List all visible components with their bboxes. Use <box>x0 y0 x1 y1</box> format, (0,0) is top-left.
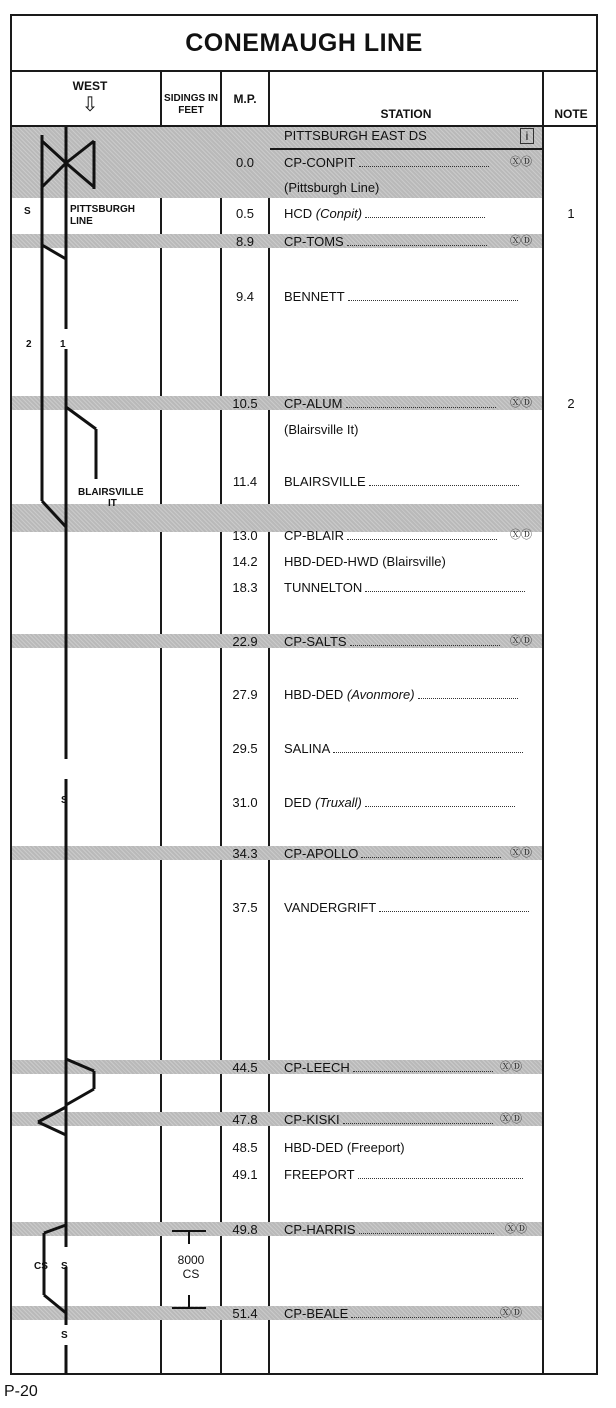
station-name: CP-LEECH <box>284 1060 493 1075</box>
interlocking-dispatcher-icon: ⓍⒹ <box>510 156 532 168</box>
header-sidings: SIDINGS IN FEET <box>164 93 218 116</box>
station-name: CP-TOMS <box>284 234 487 249</box>
column-divider-diagram <box>160 70 162 1374</box>
interlocking-dispatcher-icon: ⓍⒹ <box>505 1223 527 1235</box>
crossover <box>42 501 66 527</box>
crossover <box>42 141 66 163</box>
cs-label: CS <box>34 1261 48 1272</box>
signal-label: S <box>61 1261 68 1272</box>
station-name: HBD-DED-HWD (Blairsville) <box>284 554 446 569</box>
station-name: DED (Truxall) <box>284 795 515 810</box>
page-title: CONEMAUGH LINE <box>185 29 423 57</box>
milepost: 44.5 <box>232 1060 258 1075</box>
station-name: VANDERGRIFT <box>284 900 529 915</box>
station-name: CP-APOLLO <box>284 846 501 861</box>
interlocking-dispatcher-icon: ⓍⒹ <box>510 635 532 647</box>
siding-start-marker <box>188 1232 190 1244</box>
siding-length: 8000 <box>177 1253 205 1267</box>
station-name: CP-KISKI <box>284 1112 493 1127</box>
station-note: (Blairsville It) <box>284 422 359 437</box>
interlocking-dispatcher-icon: ⓍⒹ <box>500 1113 522 1125</box>
station-name: BENNETT <box>284 289 518 304</box>
station-name: PITTSBURGH EAST DS <box>284 128 427 143</box>
interlocking-dispatcher-icon: ⓍⒹ <box>500 1061 522 1073</box>
milepost: 10.5 <box>232 396 258 411</box>
milepost: 0.5 <box>235 206 255 221</box>
station-name: FREEPORT <box>284 1167 523 1182</box>
milepost: 49.1 <box>232 1167 258 1182</box>
crossover <box>42 163 66 187</box>
milepost: 11.4 <box>232 474 258 489</box>
row-divider <box>270 148 542 150</box>
milepost: 13.0 <box>232 528 258 543</box>
kiski-track <box>38 1107 66 1122</box>
leech-track <box>66 1089 94 1105</box>
milepost: 29.5 <box>232 741 258 756</box>
header-mp: M.P. <box>233 92 257 106</box>
siding-end-marker <box>188 1295 190 1307</box>
crossover <box>66 163 94 187</box>
station-name: CP-CONPIT <box>284 155 489 170</box>
station-name: CP-BLAIR <box>284 528 497 543</box>
cs-siding <box>44 1225 66 1233</box>
station-name: CP-SALTS <box>284 634 500 649</box>
header-station: STATION <box>380 107 432 121</box>
note-number: 1 <box>567 206 575 221</box>
interlocking-dispatcher-icon: ⓍⒹ <box>510 847 532 859</box>
track-number-1: 1 <box>60 339 66 350</box>
siding-type: CS <box>182 1267 200 1281</box>
signal-label: S <box>61 795 68 806</box>
station-name: BLAIRSVILLE <box>284 474 519 489</box>
blairsville-it-label: IT <box>108 498 117 509</box>
column-divider-mp <box>268 70 270 1374</box>
siding-end-marker <box>172 1307 206 1309</box>
header-note: NOTE <box>554 107 588 121</box>
blairsville-branch <box>66 407 96 429</box>
milepost: 9.4 <box>235 289 255 304</box>
milepost: 49.8 <box>232 1222 258 1237</box>
milepost: 8.9 <box>235 234 255 249</box>
kiski-track <box>38 1122 66 1135</box>
milepost: 18.3 <box>232 580 258 595</box>
title-divider <box>12 70 596 72</box>
station-name: HBD-DED (Freeport) <box>284 1140 405 1155</box>
station-name: CP-HARRIS <box>284 1222 494 1237</box>
station-name: CP-ALUM <box>284 396 496 411</box>
crossover <box>66 141 94 163</box>
station-note: (Pittsburgh Line) <box>284 180 380 195</box>
station-name: HCD (Conpit) <box>284 206 485 221</box>
signal-label: S <box>24 206 31 217</box>
interlocking-dispatcher-icon: ⓍⒹ <box>510 235 532 247</box>
header-west: WEST <box>72 79 108 93</box>
track-number-2: 2 <box>26 339 32 350</box>
page-number: P-20 <box>4 1383 38 1400</box>
leech-track <box>66 1059 94 1071</box>
station-name: TUNNELTON <box>284 580 525 595</box>
crossover <box>42 245 66 259</box>
milepost: 14.2 <box>232 554 258 569</box>
milepost: 34.3 <box>232 846 258 861</box>
cs-siding <box>44 1295 66 1313</box>
info-icon: i <box>520 128 534 144</box>
blairsville-it-label: BLAIRSVILLE <box>78 487 144 498</box>
milepost: 51.4 <box>232 1306 258 1321</box>
interlocking-dispatcher-icon: ⓍⒹ <box>510 397 532 409</box>
interlocking-dispatcher-icon: ⓍⒹ <box>510 529 532 541</box>
milepost: 0.0 <box>235 155 255 170</box>
station-name: CP-BEALE <box>284 1306 501 1321</box>
milepost: 31.0 <box>232 795 258 810</box>
milepost: 27.9 <box>232 687 258 702</box>
milepost: 22.9 <box>232 634 258 649</box>
milepost: 48.5 <box>232 1140 258 1155</box>
station-name: SALINA <box>284 741 523 756</box>
pittsburgh-line-label: LINE <box>70 216 93 227</box>
track-diagram <box>12 127 160 1374</box>
column-divider-station <box>542 70 544 1374</box>
down-arrow-icon: ⇩ <box>81 94 99 116</box>
signal-label: S <box>61 1330 68 1341</box>
interlocking-dispatcher-icon: ⓍⒹ <box>500 1307 522 1319</box>
note-number: 2 <box>567 396 575 411</box>
milepost: 47.8 <box>232 1112 258 1127</box>
milepost: 37.5 <box>232 900 258 915</box>
station-name: HBD-DED (Avonmore) <box>284 687 518 702</box>
pittsburgh-line-label: PITTSBURGH <box>70 204 135 215</box>
